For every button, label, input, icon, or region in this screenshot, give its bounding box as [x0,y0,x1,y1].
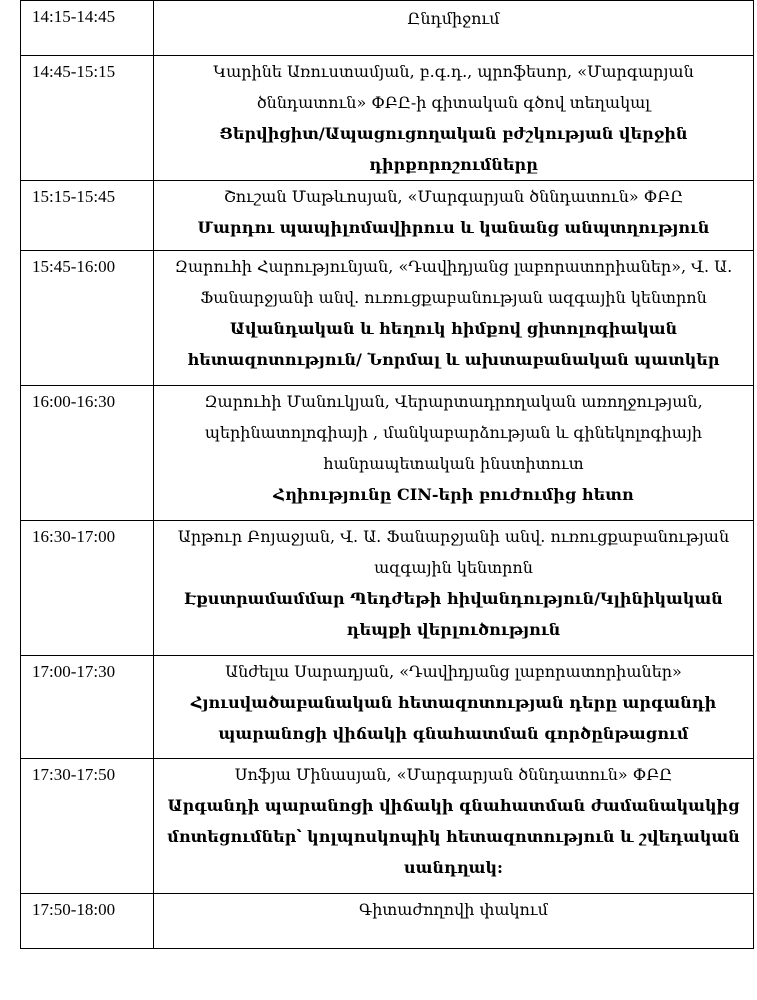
table-row [21,251,754,386]
speaker-info: Զարուհի Հարությունյան, «Դավիդյանց լաբորատորիաներ», Վ. Ա. Ֆանարջյանի անվ. ուռուցքաբանության ազգային կենտրոն [174,257,733,307]
table-row [21,56,754,181]
speaker-info: Արթուր Բոյաջյան, Վ. Ա. Ֆանարջյանի անվ. ուռուցքաբանության ազգային կենտրոն [177,527,730,577]
time-cell: 16:00-16:30 [21,386,154,521]
time-cell: 14:45-15:15 [21,56,154,181]
schedule-table [20,0,754,949]
table-row [21,894,754,949]
speaker-info: Զարուհի Մանուկյան, Վերարտադրողական առողջության, պերինատոլոգիայի , մանկաբարձության և գինեկոլոգիայի հանրապետական ինստիտուտ [204,392,703,473]
table-row [21,759,754,894]
time-cell: 16:30-17:00 [21,521,154,656]
speaker-info: Անժելա Սարադյան, «Դավիդյանց լաբորատորիաներ» [225,662,682,681]
content-cell [154,894,754,949]
table-row [21,386,754,521]
talk-topic: Ավանդական և հեղուկ հիմքով ցիտոլոգիական հետազոտություն/ Նորմալ և ախտաբանական պատկեր [187,319,720,369]
talk-topic: Էքստրամամմար Պեդժեթի հիվանդություն/Կլինիկական դեպքի վերլուծություն [184,589,723,639]
content-cell [154,251,754,386]
table-row [21,656,754,759]
table-row [21,521,754,656]
time-cell: 17:00-17:30 [21,656,154,759]
content-cell [154,521,754,656]
talk-topic: Ցերվիցիտ/Ապացուցողական բժշկության վերջին դիրքորոշումները [219,124,688,174]
content-cell [154,181,754,251]
time-cell: 17:30-17:50 [21,759,154,894]
time-cell: 15:45-16:00 [21,251,154,386]
table-row [21,1,754,56]
content-cell [154,1,754,56]
content-cell [154,56,754,181]
session-title: Ընդմիջում [407,9,500,28]
content-cell [154,759,754,894]
content-cell [154,386,754,521]
time-cell: 14:15-14:45 [21,1,154,56]
talk-topic: Հղիությունը CIN-երի բուժումից հետո [273,485,634,504]
time-cell: 15:15-15:45 [21,181,154,251]
table-row [21,181,754,251]
talk-topic: Արգանդի պարանոցի վիճակի գնահատման ժամանակակից մոտեցումներ՝ կոլպոսկոպիկ հետազոտություն և շվեդական սանդղակ: [167,796,740,877]
time-cell: 17:50-18:00 [21,894,154,949]
speaker-info: Սոֆյա Մինասյան, «Մարգարյան ծննդատուն» ՓԲԸ [234,765,673,784]
speaker-info: Կարինե Առուստամյան, բ.գ.դ., պրոֆեսոր, «Մարգարյան ծննդատուն» ՓԲԸ-ի գիտական գծով տեղակալ [213,62,694,112]
talk-topic: Մարդու պապիլոմավիրուս և կանանց անպտղություն [197,218,710,237]
content-cell [154,656,754,759]
speaker-info: Շուշան Մաթևոսյան, «Մարգարյան ծննդատուն» ՓԲԸ [223,187,684,206]
talk-topic: Հյուսվածաբանական հետազոտության դերը արգանդի պարանոցի վիճակի գնահատման գործընթացում [190,693,717,743]
session-title: Գիտաժողովի փակում [359,900,548,919]
